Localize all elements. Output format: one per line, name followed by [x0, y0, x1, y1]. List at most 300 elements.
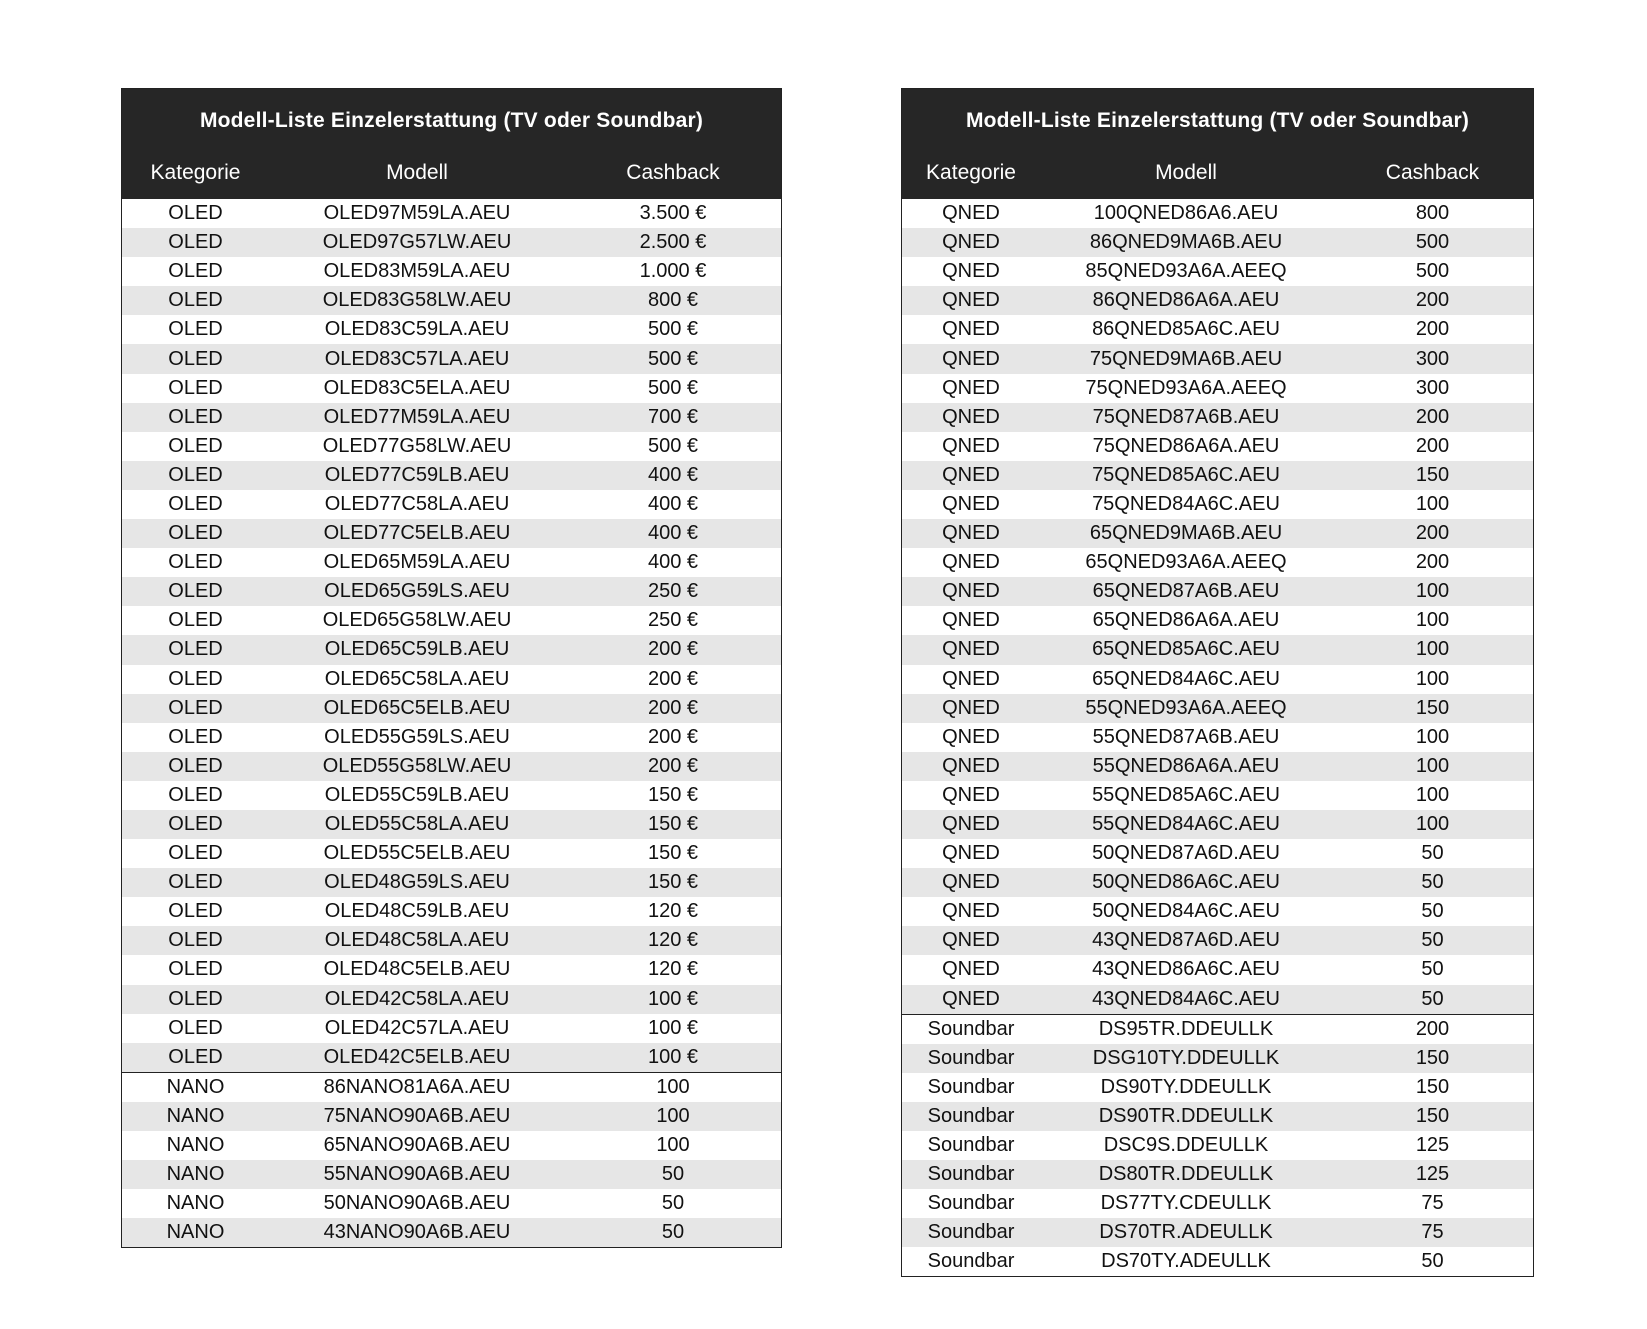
cashback-cell: 500 [1415, 260, 1450, 283]
table-row [122, 926, 781, 955]
model-cell: OLED65C58LA.AEU [324, 667, 510, 690]
category-cell: OLED [168, 696, 223, 719]
category-cell: OLED [168, 667, 223, 690]
category-cell: OLED [168, 725, 223, 748]
table-row [122, 665, 781, 694]
model-cell: DS95TR.DDEULLK [1098, 1017, 1274, 1040]
category-cell: OLED [168, 405, 223, 428]
category-cell: Soundbar [927, 1017, 1015, 1040]
category-cell: QNED [942, 318, 1000, 341]
category-cell: OLED [168, 231, 223, 254]
cashback-cell: 125 [1415, 1163, 1450, 1186]
cashback-cell: 500 € [647, 376, 699, 399]
table-row [122, 985, 781, 1014]
model-cell: 86NANO81A6A.AEU [323, 1075, 511, 1098]
model-cell: OLED97G57LW.AEU [322, 231, 512, 254]
table-row [122, 577, 781, 606]
column-header-cashback: Cashback [1385, 161, 1480, 184]
cashback-cell: 200 € [647, 725, 699, 748]
cashback-cell: 200 [1415, 318, 1450, 341]
table-row [902, 577, 1533, 606]
category-cell: QNED [942, 376, 1000, 399]
cashback-cell: 120 € [647, 958, 699, 981]
model-cell: 65QNED85A6C.AEU [1092, 638, 1280, 661]
model-cell: OLED42C58LA.AEU [324, 987, 510, 1010]
model-cell: OLED77C59LB.AEU [324, 463, 510, 486]
cashback-cell: 200 [1415, 289, 1450, 312]
table-row [122, 694, 781, 723]
model-cell: DS90TR.DDEULLK [1098, 1104, 1274, 1127]
cashback-cell: 100 [1415, 783, 1450, 806]
column-headers [902, 161, 1533, 191]
cashback-table-left [121, 88, 782, 1248]
category-cell: Soundbar [927, 1134, 1015, 1157]
column-header-modell: Modell [1155, 161, 1217, 184]
cashback-cell: 200 [1415, 551, 1450, 574]
model-cell: OLED48G59LS.AEU [324, 871, 510, 894]
category-cell: QNED [942, 929, 1000, 952]
table-row [902, 315, 1533, 344]
model-cell: 85QNED93A6A.AEEQ [1085, 260, 1287, 283]
model-cell: 75QNED9MA6B.AEU [1089, 347, 1283, 370]
table-row [902, 1218, 1533, 1247]
category-cell: QNED [942, 492, 1000, 515]
model-cell: DS70TY.ADEULLK [1101, 1250, 1271, 1273]
cashback-cell: 500 € [647, 318, 699, 341]
model-cell: OLED77C5ELB.AEU [323, 522, 511, 545]
table-row [122, 461, 781, 490]
table-row [122, 752, 781, 781]
table-row [902, 519, 1533, 548]
model-cell: 55QNED84A6C.AEU [1092, 813, 1280, 836]
model-cell: OLED55C59LB.AEU [324, 783, 510, 806]
column-headers [122, 161, 781, 191]
category-cell: OLED [168, 813, 223, 836]
cashback-cell: 200 [1415, 1017, 1450, 1040]
table-row [122, 344, 781, 373]
model-cell: DSC9S.DDEULLK [1103, 1134, 1269, 1157]
table-row [902, 490, 1533, 519]
cashback-cell: 400 € [647, 463, 699, 486]
category-cell: OLED [168, 463, 223, 486]
category-cell: Soundbar [927, 1163, 1015, 1186]
model-cell: 50QNED84A6C.AEU [1092, 900, 1280, 923]
category-cell: OLED [168, 754, 223, 777]
category-cell: QNED [942, 260, 1000, 283]
category-cell: QNED [942, 289, 1000, 312]
cashback-cell: 150 [1415, 1046, 1450, 1069]
column-header-kategorie: Kategorie [926, 161, 1016, 184]
cashback-cell: 200 [1415, 405, 1450, 428]
cashback-cell: 100 [1415, 754, 1450, 777]
table-row [122, 1218, 781, 1247]
cashback-cell: 100 € [647, 1016, 699, 1039]
table-row [902, 1014, 1533, 1044]
table-row [902, 374, 1533, 403]
model-cell: OLED55C58LA.AEU [324, 813, 510, 836]
model-cell: DSG10TY.DDEULLK [1092, 1046, 1280, 1069]
category-cell: QNED [942, 958, 1000, 981]
model-cell: 75QNED84A6C.AEU [1092, 492, 1280, 515]
cashback-cell: 120 € [647, 900, 699, 923]
model-cell: OLED77G58LW.AEU [322, 434, 512, 457]
cashback-cell: 100 € [647, 1045, 699, 1068]
category-cell: OLED [168, 492, 223, 515]
table-row [902, 548, 1533, 577]
table-row [902, 635, 1533, 664]
model-cell: OLED83G58LW.AEU [322, 289, 512, 312]
category-cell: OLED [168, 522, 223, 545]
model-cell: 86QNED86A6A.AEU [1092, 289, 1280, 312]
category-cell: NANO [166, 1192, 225, 1215]
model-cell: 75QNED93A6A.AEEQ [1085, 376, 1287, 399]
model-cell: 50QNED87A6D.AEU [1092, 842, 1280, 865]
table-row [122, 403, 781, 432]
cashback-cell: 500 [1415, 231, 1450, 254]
category-cell: OLED [168, 289, 223, 312]
model-cell: OLED83C5ELA.AEU [323, 376, 511, 399]
category-cell: QNED [942, 667, 1000, 690]
model-cell: OLED55C5ELB.AEU [323, 842, 511, 865]
category-cell: QNED [942, 813, 1000, 836]
table-row [122, 955, 781, 984]
table-row [122, 1189, 781, 1218]
cashback-cell: 300 [1415, 347, 1450, 370]
cashback-cell: 100 [1415, 638, 1450, 661]
model-cell: OLED65G59LS.AEU [324, 580, 510, 603]
table-row [122, 897, 781, 926]
model-cell: 55QNED93A6A.AEEQ [1085, 696, 1287, 719]
model-cell: OLED83M59LA.AEU [323, 260, 511, 283]
cashback-cell: 50 [661, 1192, 685, 1215]
cashback-cell: 500 € [647, 434, 699, 457]
cashback-cell: 150 [1415, 696, 1450, 719]
table-row [902, 723, 1533, 752]
model-cell: 100QNED86A6.AEU [1093, 202, 1279, 225]
model-cell: 55QNED87A6B.AEU [1092, 725, 1280, 748]
category-cell: QNED [942, 580, 1000, 603]
table-row [902, 344, 1533, 373]
model-cell: OLED55G59LS.AEU [324, 725, 510, 748]
category-cell: OLED [168, 783, 223, 806]
model-cell: OLED65G58LW.AEU [322, 609, 512, 632]
table-row [902, 606, 1533, 635]
cashback-cell: 50 [661, 1163, 685, 1186]
table-row [902, 694, 1533, 723]
column-header-modell: Modell [386, 161, 448, 184]
table-row [902, 257, 1533, 286]
cashback-cell: 150 € [647, 871, 699, 894]
category-cell: Soundbar [927, 1250, 1015, 1273]
cashback-cell: 100 [1415, 725, 1450, 748]
model-cell: OLED65C59LB.AEU [324, 638, 510, 661]
table-title: Modell-Liste Einzelerstattung (TV oder Soundbar) [965, 109, 1470, 132]
table-row [902, 432, 1533, 461]
model-cell: 55NANO90A6B.AEU [323, 1163, 511, 1186]
cashback-cell: 200 € [647, 754, 699, 777]
table-row [122, 1043, 781, 1072]
model-cell: 65QNED93A6A.AEEQ [1085, 551, 1287, 574]
cashback-cell: 50 [1421, 842, 1444, 865]
cashback-cell: 50 [1421, 987, 1444, 1010]
table-title: Modell-Liste Einzelerstattung (TV oder Soundbar) [199, 109, 704, 132]
cashback-cell: 75 [1421, 1192, 1444, 1215]
model-cell: 75NANO90A6B.AEU [323, 1104, 511, 1127]
table-row [902, 228, 1533, 257]
model-cell: 50NANO90A6B.AEU [323, 1192, 511, 1215]
model-cell: 75QNED86A6A.AEU [1092, 434, 1280, 457]
cashback-cell: 200 € [647, 638, 699, 661]
cashback-cell: 200 € [647, 667, 699, 690]
model-cell: 65QNED87A6B.AEU [1092, 580, 1280, 603]
cashback-cell: 50 [1421, 929, 1444, 952]
table-row [902, 286, 1533, 315]
table-row [122, 519, 781, 548]
model-cell: OLED77C58LA.AEU [324, 492, 510, 515]
model-cell: OLED48C5ELB.AEU [323, 958, 511, 981]
category-cell: QNED [942, 783, 1000, 806]
table-row [902, 955, 1533, 984]
category-cell: OLED [168, 1016, 223, 1039]
table-row [122, 810, 781, 839]
category-cell: Soundbar [927, 1075, 1015, 1098]
category-cell: QNED [942, 842, 1000, 865]
cashback-cell: 400 € [647, 492, 699, 515]
category-cell: QNED [942, 551, 1000, 574]
cashback-cell: 50 [661, 1221, 685, 1244]
table-row [122, 490, 781, 519]
model-cell: 65QNED9MA6B.AEU [1089, 522, 1283, 545]
category-cell: NANO [166, 1134, 225, 1157]
category-cell: Soundbar [927, 1104, 1015, 1127]
model-cell: 50QNED86A6C.AEU [1092, 871, 1280, 894]
category-cell: Soundbar [927, 1221, 1015, 1244]
category-cell: OLED [168, 609, 223, 632]
cashback-cell: 300 [1415, 376, 1450, 399]
table-row [122, 286, 781, 315]
model-cell: OLED48C58LA.AEU [324, 929, 510, 952]
cashback-cell: 50 [1421, 900, 1444, 923]
table-row [122, 1072, 781, 1102]
category-cell: OLED [168, 347, 223, 370]
model-cell: 86QNED85A6C.AEU [1092, 318, 1280, 341]
cashback-cell: 150 [1415, 1104, 1450, 1127]
category-cell: OLED [168, 202, 223, 225]
table-row [122, 432, 781, 461]
cashback-cell: 50 [1421, 1250, 1444, 1273]
table-row [902, 665, 1533, 694]
model-cell: 43QNED86A6C.AEU [1092, 958, 1280, 981]
category-cell: OLED [168, 987, 223, 1010]
table-row [902, 1102, 1533, 1131]
table-row [902, 1189, 1533, 1218]
cashback-cell: 125 [1415, 1134, 1450, 1157]
model-cell: OLED77M59LA.AEU [323, 405, 511, 428]
cashback-cell: 400 € [647, 522, 699, 545]
category-cell: OLED [168, 434, 223, 457]
cashback-cell: 50 [1421, 958, 1444, 981]
category-cell: OLED [168, 958, 223, 981]
cashback-cell: 1.000 € [639, 260, 707, 283]
cashback-cell: 200 [1415, 434, 1450, 457]
table-body [122, 199, 781, 1247]
table-row [902, 1131, 1533, 1160]
category-cell: QNED [942, 405, 1000, 428]
table-row [122, 781, 781, 810]
column-header-cashback: Cashback [626, 161, 720, 184]
table-row [122, 1131, 781, 1160]
cashback-cell: 150 [1415, 463, 1450, 486]
category-cell: OLED [168, 580, 223, 603]
category-cell: QNED [942, 638, 1000, 661]
cashback-cell: 250 € [647, 609, 699, 632]
table-row [122, 374, 781, 403]
model-cell: 75QNED87A6B.AEU [1092, 405, 1280, 428]
model-cell: OLED83C57LA.AEU [324, 347, 510, 370]
category-cell: QNED [942, 434, 1000, 457]
cashback-cell: 2.500 € [639, 231, 707, 254]
category-cell: OLED [168, 551, 223, 574]
category-cell: QNED [942, 987, 1000, 1010]
table-body [902, 199, 1533, 1276]
table-row [122, 1102, 781, 1131]
category-cell: OLED [168, 318, 223, 341]
model-cell: DS80TR.DDEULLK [1098, 1163, 1274, 1186]
table-row [122, 257, 781, 286]
table-row [902, 926, 1533, 955]
model-cell: 43QNED84A6C.AEU [1092, 987, 1280, 1010]
model-cell: 65QNED84A6C.AEU [1092, 667, 1280, 690]
table-row [122, 199, 781, 228]
category-cell: QNED [942, 725, 1000, 748]
category-cell: OLED [168, 900, 223, 923]
category-cell: QNED [942, 463, 1000, 486]
column-header-kategorie: Kategorie [150, 161, 241, 184]
category-cell: QNED [942, 754, 1000, 777]
cashback-cell: 700 € [647, 405, 699, 428]
table-row [902, 1044, 1533, 1073]
model-cell: 43NANO90A6B.AEU [323, 1221, 511, 1244]
cashback-cell: 500 € [647, 347, 699, 370]
model-cell: OLED42C5ELB.AEU [323, 1045, 511, 1068]
category-cell: QNED [942, 696, 1000, 719]
cashback-cell: 150 € [647, 842, 699, 865]
table-row [122, 839, 781, 868]
model-cell: OLED65C5ELB.AEU [323, 696, 511, 719]
model-cell: DS70TR.ADEULLK [1099, 1221, 1273, 1244]
category-cell: QNED [942, 202, 1000, 225]
table-row [902, 1247, 1533, 1276]
category-cell: OLED [168, 260, 223, 283]
model-cell: 55QNED86A6A.AEU [1092, 754, 1280, 777]
category-cell: Soundbar [927, 1192, 1015, 1215]
cashback-cell: 100 [1415, 580, 1450, 603]
model-cell: 65NANO90A6B.AEU [323, 1134, 511, 1157]
cashback-cell: 250 € [647, 580, 699, 603]
table-row [902, 199, 1533, 228]
table-row [122, 723, 781, 752]
model-cell: 86QNED9MA6B.AEU [1089, 231, 1283, 254]
table-row [122, 635, 781, 664]
model-cell: 55QNED85A6C.AEU [1092, 783, 1280, 806]
model-cell: 65QNED86A6A.AEU [1092, 609, 1280, 632]
category-cell: QNED [942, 609, 1000, 632]
category-cell: OLED [168, 376, 223, 399]
table-row [122, 315, 781, 344]
category-cell: QNED [942, 231, 1000, 254]
table-row [902, 403, 1533, 432]
cashback-cell: 150 [1415, 1075, 1450, 1098]
category-cell: Soundbar [927, 1046, 1015, 1069]
table-row [122, 548, 781, 577]
table-row [902, 839, 1533, 868]
model-cell: 43QNED87A6D.AEU [1092, 929, 1280, 952]
cashback-cell: 75 [1421, 1221, 1444, 1244]
table-row [902, 868, 1533, 897]
table-row [122, 1160, 781, 1189]
category-cell: NANO [166, 1104, 225, 1127]
cashback-cell: 100 [1415, 609, 1450, 632]
cashback-cell: 100 [1415, 492, 1450, 515]
category-cell: NANO [166, 1163, 225, 1186]
model-cell: DS90TY.DDEULLK [1100, 1075, 1272, 1098]
model-cell: OLED48C59LB.AEU [324, 900, 510, 923]
cashback-cell: 200 [1415, 522, 1450, 545]
table-row [902, 752, 1533, 781]
table-row [902, 810, 1533, 839]
cashback-cell: 100 [1415, 813, 1450, 836]
table-row [902, 1073, 1533, 1102]
category-cell: QNED [942, 347, 1000, 370]
cashback-cell: 100 € [647, 987, 699, 1010]
table-header [902, 89, 1533, 199]
cashback-cell: 150 € [647, 813, 699, 836]
cashback-cell: 50 [1421, 871, 1444, 894]
category-cell: QNED [942, 900, 1000, 923]
table-row [902, 781, 1533, 810]
cashback-cell: 3.500 € [639, 202, 707, 225]
cashback-cell: 800 [1415, 202, 1450, 225]
model-cell: OLED55G58LW.AEU [322, 754, 512, 777]
model-cell: 75QNED85A6C.AEU [1092, 463, 1280, 486]
table-row [902, 985, 1533, 1014]
category-cell: QNED [942, 522, 1000, 545]
model-cell: OLED97M59LA.AEU [323, 202, 511, 225]
category-cell: NANO [166, 1221, 225, 1244]
model-cell: OLED42C57LA.AEU [324, 1016, 510, 1039]
category-cell: OLED [168, 638, 223, 661]
cashback-cell: 100 [656, 1075, 690, 1098]
cashback-cell: 100 [656, 1104, 690, 1127]
cashback-cell: 120 € [647, 929, 699, 952]
cashback-cell: 200 € [647, 696, 699, 719]
category-cell: QNED [942, 871, 1000, 894]
cashback-cell: 150 € [647, 783, 699, 806]
table-row [122, 228, 781, 257]
table-row [122, 606, 781, 635]
category-cell: OLED [168, 929, 223, 952]
category-cell: OLED [168, 842, 223, 865]
cashback-cell: 100 [656, 1134, 690, 1157]
cashback-cell: 400 € [647, 551, 699, 574]
model-cell: OLED83C59LA.AEU [324, 318, 510, 341]
table-row [122, 1014, 781, 1043]
category-cell: OLED [168, 1045, 223, 1068]
model-cell: OLED65M59LA.AEU [323, 551, 511, 574]
category-cell: OLED [168, 871, 223, 894]
cashback-cell: 800 € [647, 289, 699, 312]
table-row [122, 868, 781, 897]
